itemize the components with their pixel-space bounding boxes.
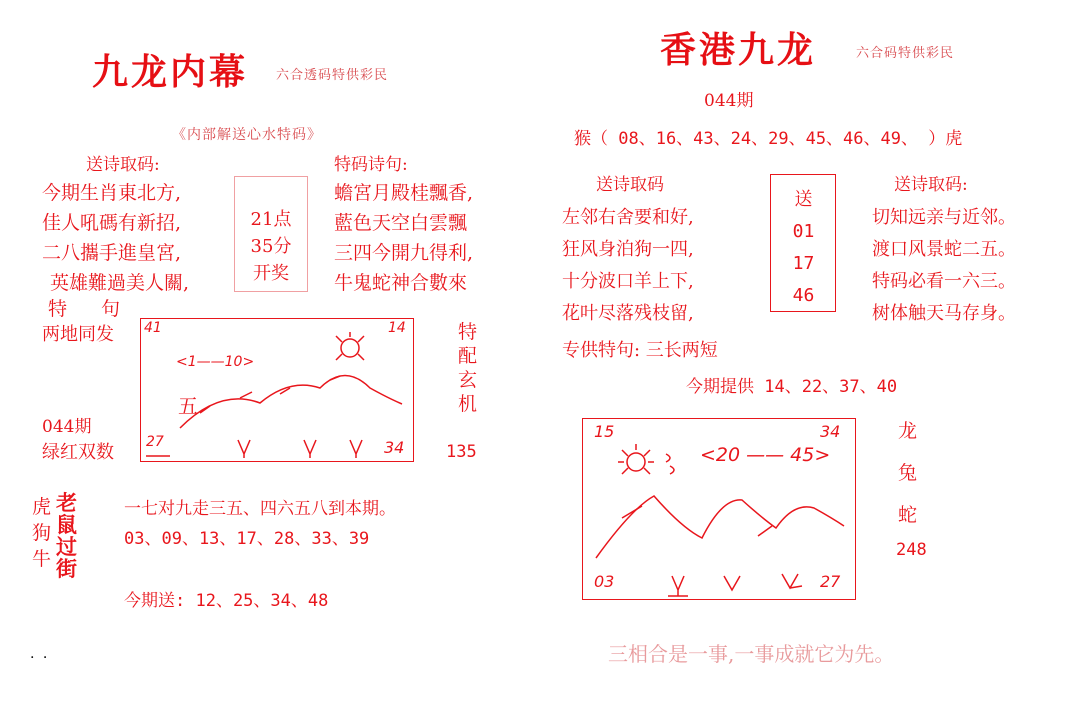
- right-poem-heading-left: 送诗取码: [596, 175, 664, 195]
- left-special-line: 两地同发: [42, 324, 114, 345]
- left-banner: 《内部解送心水特码》: [172, 127, 322, 143]
- zodiac-char: 街: [56, 556, 77, 581]
- right-poem-right: [872, 202, 1016, 330]
- zodiac-char: 狗: [32, 522, 52, 544]
- right-zodiac: [898, 410, 917, 536]
- tema-line: 蟾宮月殿桂飄香,: [334, 182, 474, 204]
- time-line: 35分: [250, 236, 292, 257]
- tema-line: 藍色天空白雲飄: [334, 212, 468, 234]
- send-line: 17: [792, 253, 815, 274]
- poem-line: 佳人吼碼有新招,: [42, 212, 182, 234]
- zodiac-char: 兔: [898, 462, 918, 484]
- poem-line: 渡口风景蛇二五。: [872, 239, 1016, 260]
- zodiac-char: 牛: [32, 548, 52, 570]
- right-sketch-tr: 34: [820, 422, 841, 441]
- zodiac-char: 龙: [898, 420, 918, 442]
- left-sketch-br: 34: [384, 438, 405, 457]
- left-issue: 044期: [42, 417, 92, 437]
- side-char: 玄: [458, 369, 478, 391]
- side-char: 特: [458, 321, 478, 343]
- right-footer: 三相合是一事,一事成就它为先。: [608, 642, 895, 666]
- left-time-text: [234, 206, 308, 287]
- poem-line: 特码必看一六三。: [872, 271, 1016, 292]
- time-line: 开奖: [253, 263, 289, 284]
- left-special-heading: 特 句: [48, 298, 135, 320]
- left-sketch-tl: 41: [144, 320, 162, 336]
- left-side-label: [458, 320, 477, 416]
- left-send-line: 今期送: 12、25、34、48: [124, 591, 329, 611]
- poem-line: 二八攜手進皇宮,: [42, 242, 182, 264]
- left-tema-heading: 特码诗句:: [334, 155, 408, 175]
- send-line: 送: [794, 189, 813, 210]
- left-sketch-range: <1——10>: [176, 354, 255, 370]
- send-line: 01: [792, 221, 815, 242]
- time-line: 21点: [250, 209, 292, 230]
- poem-line: 英雄難過美人關,: [50, 272, 190, 294]
- left-sketch-five: 五: [178, 394, 198, 418]
- right-issue: 044期: [704, 91, 754, 111]
- side-char: 配: [458, 345, 478, 367]
- tema-line: 三四今開九得利,: [334, 242, 474, 264]
- right-sketch-tl: 15: [594, 422, 615, 441]
- right-subtitle: 六合码特供彩民: [856, 46, 955, 61]
- zodiac-char: 老: [56, 490, 77, 515]
- right-provide-line: 今期提供 14、22、37、40: [686, 377, 898, 397]
- left-number-line: 03、09、13、17、28、33、39: [124, 529, 370, 549]
- right-sketch-br: 27: [820, 572, 841, 591]
- left-poem: [42, 178, 189, 298]
- left-tema-poem: [334, 178, 473, 298]
- right-sketch-bl: 03: [594, 572, 615, 591]
- left-zodiac-col1: [32, 494, 51, 572]
- zodiac-char: 鼠: [56, 512, 77, 537]
- poem-line: 树体触天马存身。: [872, 303, 1016, 324]
- left-rule-line: 一七对九走三五、四六五八到本期。: [124, 499, 396, 519]
- poem-line: 切知远亲与近邻。: [872, 207, 1016, 228]
- left-dots: . .: [30, 646, 50, 662]
- poem-line: 今期生肖東北方,: [42, 182, 182, 204]
- poem-line: 左邻右舍要和好,: [562, 207, 694, 228]
- send-line: 46: [792, 285, 815, 306]
- side-char: 机: [458, 393, 478, 415]
- right-sketch-range: <20 —— 45>: [700, 444, 831, 466]
- right-monkey-line: 猴（ 08、16、43、24、29、45、46、49、 ）虎: [574, 129, 963, 149]
- left-title: 九龙内幕: [92, 51, 249, 93]
- right-poem-heading-right: 送诗取码:: [894, 175, 968, 195]
- left-subtitle: 六合透码特供彩民: [276, 68, 389, 83]
- left-sketch-bl: 27: [146, 434, 164, 450]
- poem-line: 狂风身泊狗一四,: [562, 239, 694, 260]
- zodiac-char: 过: [56, 534, 77, 559]
- right-title: 香港九龙: [660, 29, 817, 71]
- right-special-line: 专供特句: 三长两短: [562, 340, 718, 361]
- poem-line: 花叶尽落残枝留,: [562, 303, 694, 324]
- right-poem-left: [562, 202, 694, 330]
- right-send-text: [770, 184, 837, 312]
- left-zodiac-col2: [56, 492, 77, 580]
- right-number: 248: [896, 540, 927, 560]
- left-sketch-tr: 14: [388, 320, 406, 336]
- left-side-number: 135: [446, 442, 477, 462]
- poem-line: 十分波口羊上下,: [562, 271, 694, 292]
- zodiac-char: 蛇: [898, 504, 918, 526]
- left-red-green: 绿红双数: [42, 442, 114, 463]
- tema-line: 牛鬼蛇神合數來: [334, 272, 468, 294]
- zodiac-char: 虎: [32, 496, 52, 518]
- left-poem-heading: 送诗取码:: [86, 155, 160, 175]
